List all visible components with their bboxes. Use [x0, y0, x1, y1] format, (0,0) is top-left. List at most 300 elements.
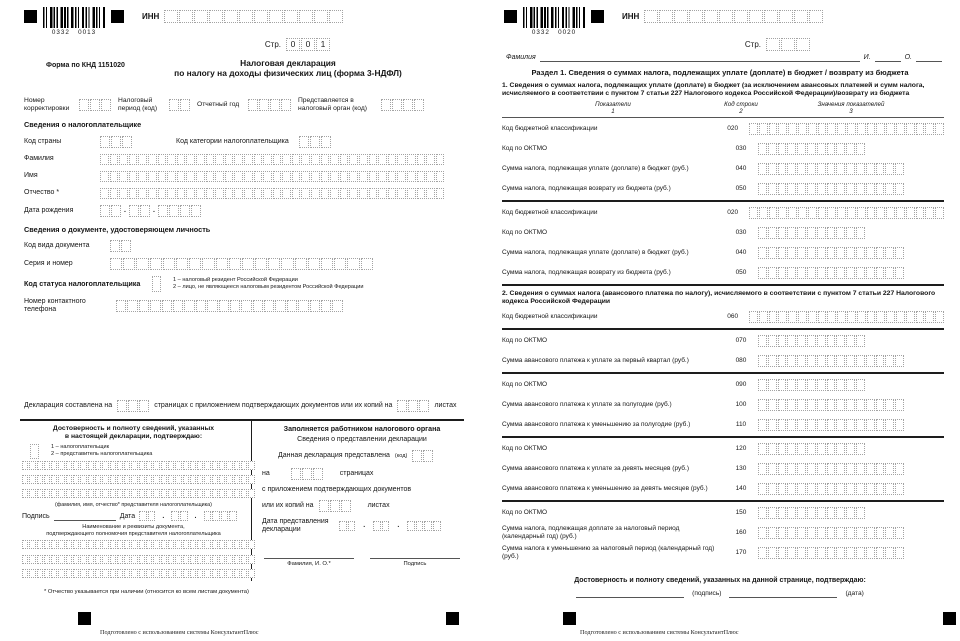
input-cell[interactable] [885, 527, 894, 539]
input-cell[interactable] [215, 154, 224, 165]
input-cell[interactable] [836, 463, 845, 475]
input-cell[interactable] [827, 483, 836, 495]
input-cell[interactable] [876, 399, 885, 411]
input-cell[interactable] [131, 475, 137, 484]
input-cell[interactable] [778, 311, 787, 323]
input-cell[interactable] [219, 569, 225, 578]
input-cell[interactable] [876, 419, 885, 431]
input-cell[interactable] [131, 461, 137, 470]
phone-cells[interactable] [116, 300, 343, 312]
input-cell[interactable] [73, 555, 79, 564]
input-cell[interactable] [796, 38, 810, 51]
input-cell[interactable] [778, 267, 787, 279]
input-cell[interactable] [768, 335, 777, 347]
signature-line[interactable] [54, 513, 116, 521]
input-cell[interactable] [885, 419, 894, 431]
input-cell[interactable] [788, 123, 797, 135]
input-cell[interactable] [817, 227, 826, 239]
input-cell[interactable] [161, 475, 167, 484]
input-cell[interactable] [153, 569, 159, 578]
input-cell[interactable] [230, 300, 240, 312]
status-code-cell[interactable] [152, 276, 161, 292]
input-cell[interactable] [807, 355, 816, 367]
input-cell[interactable] [378, 171, 387, 182]
input-cell[interactable] [846, 483, 855, 495]
input-cell[interactable] [221, 511, 229, 521]
input-cell[interactable] [102, 569, 108, 578]
input-cell[interactable] [321, 258, 333, 270]
series-number-cells[interactable] [110, 258, 373, 270]
input-cell[interactable] [110, 240, 120, 252]
input-cell[interactable] [175, 461, 181, 470]
input-cell[interactable] [22, 555, 28, 564]
input-cell[interactable] [321, 300, 331, 312]
input-cell[interactable] [827, 311, 836, 323]
input-cell[interactable] [836, 379, 845, 391]
input-cell[interactable] [204, 569, 210, 578]
input-cell[interactable] [388, 171, 397, 182]
input-cell[interactable] [171, 511, 179, 521]
input-cell[interactable] [101, 99, 111, 111]
input-cell[interactable] [436, 154, 445, 165]
input-cell[interactable] [241, 555, 247, 564]
input-cell[interactable] [787, 507, 796, 519]
input-cell[interactable] [146, 461, 152, 470]
input-cell[interactable] [347, 258, 359, 270]
input-cell[interactable] [234, 540, 240, 549]
input-cell[interactable] [183, 540, 189, 549]
input-cell[interactable] [340, 154, 349, 165]
input-cell[interactable] [131, 540, 137, 549]
input-cell[interactable] [131, 489, 137, 498]
input-cell[interactable] [268, 258, 280, 270]
input-cell[interactable] [197, 475, 203, 484]
input-cell[interactable] [169, 99, 179, 111]
input-cell[interactable] [175, 489, 181, 498]
input-cell[interactable] [100, 154, 109, 165]
input-cell[interactable] [768, 547, 777, 559]
input-cell[interactable] [196, 154, 205, 165]
input-cell[interactable] [284, 10, 298, 23]
input-cell[interactable] [275, 300, 285, 312]
input-cell[interactable] [778, 507, 787, 519]
input-cell[interactable] [234, 461, 240, 470]
sheets-count-cells[interactable] [397, 400, 429, 412]
input-cell[interactable] [177, 171, 186, 182]
input-cell[interactable] [397, 400, 407, 412]
input-cell[interactable] [644, 10, 658, 23]
input-cell[interactable] [139, 511, 147, 521]
input-cell[interactable] [846, 463, 855, 475]
input-cell[interactable] [241, 569, 247, 578]
input-cell[interactable] [895, 355, 904, 367]
input-cell[interactable] [895, 463, 904, 475]
input-cell[interactable] [176, 258, 188, 270]
input-cell[interactable] [29, 461, 35, 470]
input-cell[interactable] [153, 489, 159, 498]
input-cell[interactable] [184, 300, 194, 312]
input-cell[interactable] [885, 247, 894, 259]
authority-doc-cells[interactable] [22, 555, 255, 564]
input-cell[interactable] [787, 335, 796, 347]
sign-date-month-cells[interactable] [171, 511, 187, 521]
input-cell[interactable] [58, 461, 64, 470]
input-cell[interactable] [173, 300, 183, 312]
pages-count-cells[interactable] [117, 400, 149, 412]
input-cell[interactable] [758, 227, 767, 239]
input-cell[interactable] [769, 123, 778, 135]
input-cell[interactable] [836, 355, 845, 367]
input-cell[interactable] [292, 188, 301, 199]
input-cell[interactable] [378, 154, 387, 165]
input-cell[interactable] [269, 10, 283, 23]
input-cell[interactable] [836, 267, 845, 279]
input-cell[interactable] [817, 419, 826, 431]
input-cell[interactable] [138, 188, 147, 199]
input-cell[interactable] [925, 123, 934, 135]
input-cell[interactable] [758, 163, 767, 175]
input-cell[interactable] [163, 258, 175, 270]
country-code-cells[interactable] [100, 136, 132, 148]
input-cell[interactable] [162, 300, 172, 312]
input-cell[interactable] [769, 311, 778, 323]
field-value-cells[interactable] [758, 143, 865, 155]
input-cell[interactable] [925, 207, 934, 219]
input-cell[interactable] [204, 555, 210, 564]
input-cell[interactable] [37, 461, 43, 470]
input-cell[interactable] [759, 311, 768, 323]
input-cell[interactable] [161, 489, 167, 498]
input-cell[interactable] [758, 379, 767, 391]
input-cell[interactable] [809, 10, 823, 23]
field-value-cells[interactable] [749, 311, 944, 323]
input-cell[interactable] [797, 183, 806, 195]
input-cell[interactable] [846, 379, 855, 391]
input-cell[interactable] [758, 547, 767, 559]
input-cell[interactable] [885, 399, 894, 411]
input-cell[interactable] [95, 461, 101, 470]
input-cell[interactable] [44, 475, 50, 484]
input-cell[interactable] [79, 99, 89, 111]
input-cell[interactable] [424, 521, 432, 531]
input-cell[interactable] [787, 355, 796, 367]
submission-day-cells[interactable] [339, 521, 355, 531]
input-cell[interactable] [313, 468, 323, 480]
input-cell[interactable] [397, 171, 406, 182]
input-cell[interactable] [856, 507, 865, 519]
input-cell[interactable] [778, 207, 787, 219]
input-cell[interactable] [876, 123, 885, 135]
input-cell[interactable] [219, 540, 225, 549]
input-cell[interactable] [846, 335, 855, 347]
input-cell[interactable] [148, 188, 157, 199]
input-cell[interactable] [117, 540, 123, 549]
input-cell[interactable] [827, 183, 836, 195]
input-cell[interactable] [161, 540, 167, 549]
input-cell[interactable] [876, 183, 885, 195]
input-cell[interactable] [95, 555, 101, 564]
input-cell[interactable] [29, 569, 35, 578]
input-cell[interactable] [857, 207, 866, 219]
input-cell[interactable] [330, 154, 339, 165]
input-cell[interactable] [866, 183, 875, 195]
input-cell[interactable] [229, 258, 241, 270]
input-cell[interactable] [787, 247, 796, 259]
input-cell[interactable] [674, 10, 688, 23]
input-cell[interactable] [73, 475, 79, 484]
input-cell[interactable] [378, 188, 387, 199]
input-cell[interactable] [778, 483, 787, 495]
input-cell[interactable] [768, 227, 777, 239]
input-cell[interactable] [110, 555, 116, 564]
input-cell[interactable] [186, 171, 195, 182]
input-cell[interactable] [866, 163, 875, 175]
input-cell[interactable] [244, 171, 253, 182]
input-cell[interactable] [226, 489, 232, 498]
inn-input-cells[interactable] [164, 10, 343, 23]
input-cell[interactable] [764, 10, 778, 23]
input-cell[interactable] [169, 205, 179, 217]
input-cell[interactable] [164, 10, 178, 23]
input-cell[interactable] [797, 267, 806, 279]
input-cell[interactable] [797, 507, 806, 519]
input-cell[interactable] [856, 547, 865, 559]
presented-code-cells[interactable] [412, 450, 433, 462]
input-cell[interactable] [22, 569, 28, 578]
input-cell[interactable] [817, 247, 826, 259]
input-cell[interactable] [168, 569, 174, 578]
input-cell[interactable] [818, 207, 827, 219]
input-cell[interactable] [935, 207, 944, 219]
input-cell[interactable] [146, 555, 152, 564]
input-cell[interactable] [876, 247, 885, 259]
input-cell[interactable] [768, 419, 777, 431]
input-cell[interactable] [308, 258, 320, 270]
input-cell[interactable] [204, 511, 212, 521]
input-cell[interactable] [885, 267, 894, 279]
input-cell[interactable] [407, 521, 415, 531]
input-cell[interactable] [778, 527, 787, 539]
input-cell[interactable] [807, 463, 816, 475]
input-cell[interactable] [397, 154, 406, 165]
input-cell[interactable] [779, 10, 793, 23]
input-cell[interactable] [241, 475, 247, 484]
input-cell[interactable] [212, 511, 220, 521]
input-cell[interactable] [778, 463, 787, 475]
input-cell[interactable] [846, 247, 855, 259]
input-cell[interactable] [190, 569, 196, 578]
input-cell[interactable] [100, 188, 109, 199]
input-cell[interactable] [373, 521, 381, 531]
input-cell[interactable] [197, 569, 203, 578]
input-cell[interactable] [818, 123, 827, 135]
input-cell[interactable] [876, 463, 885, 475]
input-cell[interactable] [359, 154, 368, 165]
input-cell[interactable] [369, 171, 378, 182]
input-cell[interactable]: 0 [301, 38, 315, 51]
input-cell[interactable] [168, 489, 174, 498]
input-cell[interactable] [117, 400, 127, 412]
input-cell[interactable] [117, 475, 123, 484]
input-cell[interactable] [226, 540, 232, 549]
field-value-cells[interactable] [758, 419, 904, 431]
input-cell[interactable] [836, 183, 845, 195]
input-cell[interactable] [139, 555, 145, 564]
category-code-cells[interactable] [299, 136, 331, 148]
input-cell[interactable] [778, 247, 787, 259]
input-cell[interactable] [758, 507, 767, 519]
input-cell[interactable] [51, 489, 57, 498]
input-cell[interactable] [846, 267, 855, 279]
input-cell[interactable] [212, 461, 218, 470]
input-cell[interactable] [234, 154, 243, 165]
input-cell[interactable] [749, 123, 758, 135]
input-cell[interactable] [254, 10, 268, 23]
input-cell[interactable] [102, 461, 108, 470]
input-cell[interactable] [58, 475, 64, 484]
input-cell[interactable] [124, 540, 130, 549]
input-cell[interactable] [190, 555, 196, 564]
input-cell[interactable] [787, 143, 796, 155]
input-cell[interactable] [321, 154, 330, 165]
input-cell[interactable] [768, 399, 777, 411]
initial-i-line[interactable] [875, 54, 901, 62]
input-cell[interactable] [807, 183, 816, 195]
input-cell[interactable] [206, 188, 215, 199]
input-cell[interactable] [704, 10, 718, 23]
input-cell[interactable] [298, 300, 308, 312]
input-cell[interactable] [808, 123, 817, 135]
input-cell[interactable] [110, 171, 119, 182]
input-cell[interactable] [110, 461, 116, 470]
input-cell[interactable] [856, 463, 865, 475]
input-cell[interactable] [749, 207, 758, 219]
input-cell[interactable] [196, 188, 205, 199]
input-cell[interactable] [292, 154, 301, 165]
input-cell[interactable] [234, 475, 240, 484]
input-cell[interactable] [807, 527, 816, 539]
input-cell[interactable] [282, 171, 291, 182]
input-cell[interactable] [311, 154, 320, 165]
field-value-cells[interactable] [758, 335, 865, 347]
input-cell[interactable] [817, 379, 826, 391]
input-cell[interactable] [856, 355, 865, 367]
input-cell[interactable] [797, 247, 806, 259]
input-cell[interactable] [311, 171, 320, 182]
input-cell[interactable] [239, 10, 253, 23]
input-cell[interactable] [88, 555, 94, 564]
input-cell[interactable] [916, 123, 925, 135]
input-cell[interactable] [110, 540, 116, 549]
input-cell[interactable] [846, 183, 855, 195]
input-cell[interactable] [906, 123, 915, 135]
input-cell[interactable] [925, 311, 934, 323]
input-cell[interactable] [836, 507, 845, 519]
doc-code-cells[interactable] [110, 240, 131, 252]
input-cell[interactable] [856, 527, 865, 539]
input-cell[interactable] [314, 10, 328, 23]
input-cell[interactable] [310, 300, 320, 312]
input-cell[interactable] [100, 136, 110, 148]
input-cell[interactable] [866, 267, 875, 279]
input-cell[interactable] [95, 489, 101, 498]
input-cell[interactable] [234, 171, 243, 182]
input-cell[interactable] [827, 247, 836, 259]
input-cell[interactable] [856, 227, 865, 239]
input-cell[interactable] [807, 507, 816, 519]
input-cell[interactable] [291, 468, 301, 480]
input-cell[interactable] [768, 143, 777, 155]
input-cell[interactable] [321, 136, 331, 148]
input-cell[interactable] [836, 419, 845, 431]
input-cell[interactable] [189, 258, 201, 270]
input-cell[interactable] [349, 171, 358, 182]
input-cell[interactable] [778, 419, 787, 431]
input-cell[interactable] [388, 154, 397, 165]
input-cell[interactable] [935, 311, 944, 323]
input-cell[interactable] [44, 540, 50, 549]
input-cell[interactable] [847, 311, 856, 323]
input-cell[interactable] [234, 188, 243, 199]
signature-line[interactable] [576, 589, 684, 598]
input-cell[interactable] [768, 355, 777, 367]
input-cell[interactable] [215, 171, 224, 182]
authority-doc-cells[interactable] [22, 540, 255, 549]
input-cell[interactable] [836, 443, 845, 455]
input-cell[interactable] [369, 188, 378, 199]
field-value-cells[interactable] [758, 547, 904, 559]
input-cell[interactable] [22, 475, 28, 484]
input-cell[interactable] [788, 207, 797, 219]
submission-month-cells[interactable] [373, 521, 389, 531]
input-cell[interactable] [295, 258, 307, 270]
input-cell[interactable] [836, 247, 845, 259]
input-cell[interactable] [146, 489, 152, 498]
input-cell[interactable] [202, 258, 214, 270]
input-cell[interactable] [778, 227, 787, 239]
input-cell[interactable]: 0 [286, 38, 300, 51]
input-cell[interactable] [292, 171, 301, 182]
input-cell[interactable] [423, 450, 433, 462]
input-cell[interactable] [110, 258, 122, 270]
input-cell[interactable] [759, 207, 768, 219]
field-value-cells[interactable] [758, 483, 904, 495]
input-cell[interactable] [158, 154, 167, 165]
input-cell[interactable] [51, 461, 57, 470]
input-cell[interactable] [73, 540, 79, 549]
input-cell[interactable] [204, 461, 210, 470]
input-cell[interactable] [798, 123, 807, 135]
input-cell[interactable] [190, 489, 196, 498]
input-cell[interactable] [299, 10, 313, 23]
input-cell[interactable] [778, 183, 787, 195]
input-cell[interactable] [817, 547, 826, 559]
input-cell[interactable] [183, 461, 189, 470]
input-cell[interactable] [827, 163, 836, 175]
input-cell[interactable] [758, 335, 767, 347]
input-cell[interactable] [836, 547, 845, 559]
input-cell[interactable] [168, 475, 174, 484]
official-fio-line[interactable] [264, 558, 354, 560]
input-cell[interactable] [225, 154, 234, 165]
input-cell[interactable] [856, 247, 865, 259]
input-cell[interactable] [339, 521, 347, 531]
input-cell[interactable] [876, 355, 885, 367]
input-cell[interactable] [212, 475, 218, 484]
input-cell[interactable] [886, 123, 895, 135]
input-cell[interactable] [95, 540, 101, 549]
input-cell[interactable] [110, 154, 119, 165]
